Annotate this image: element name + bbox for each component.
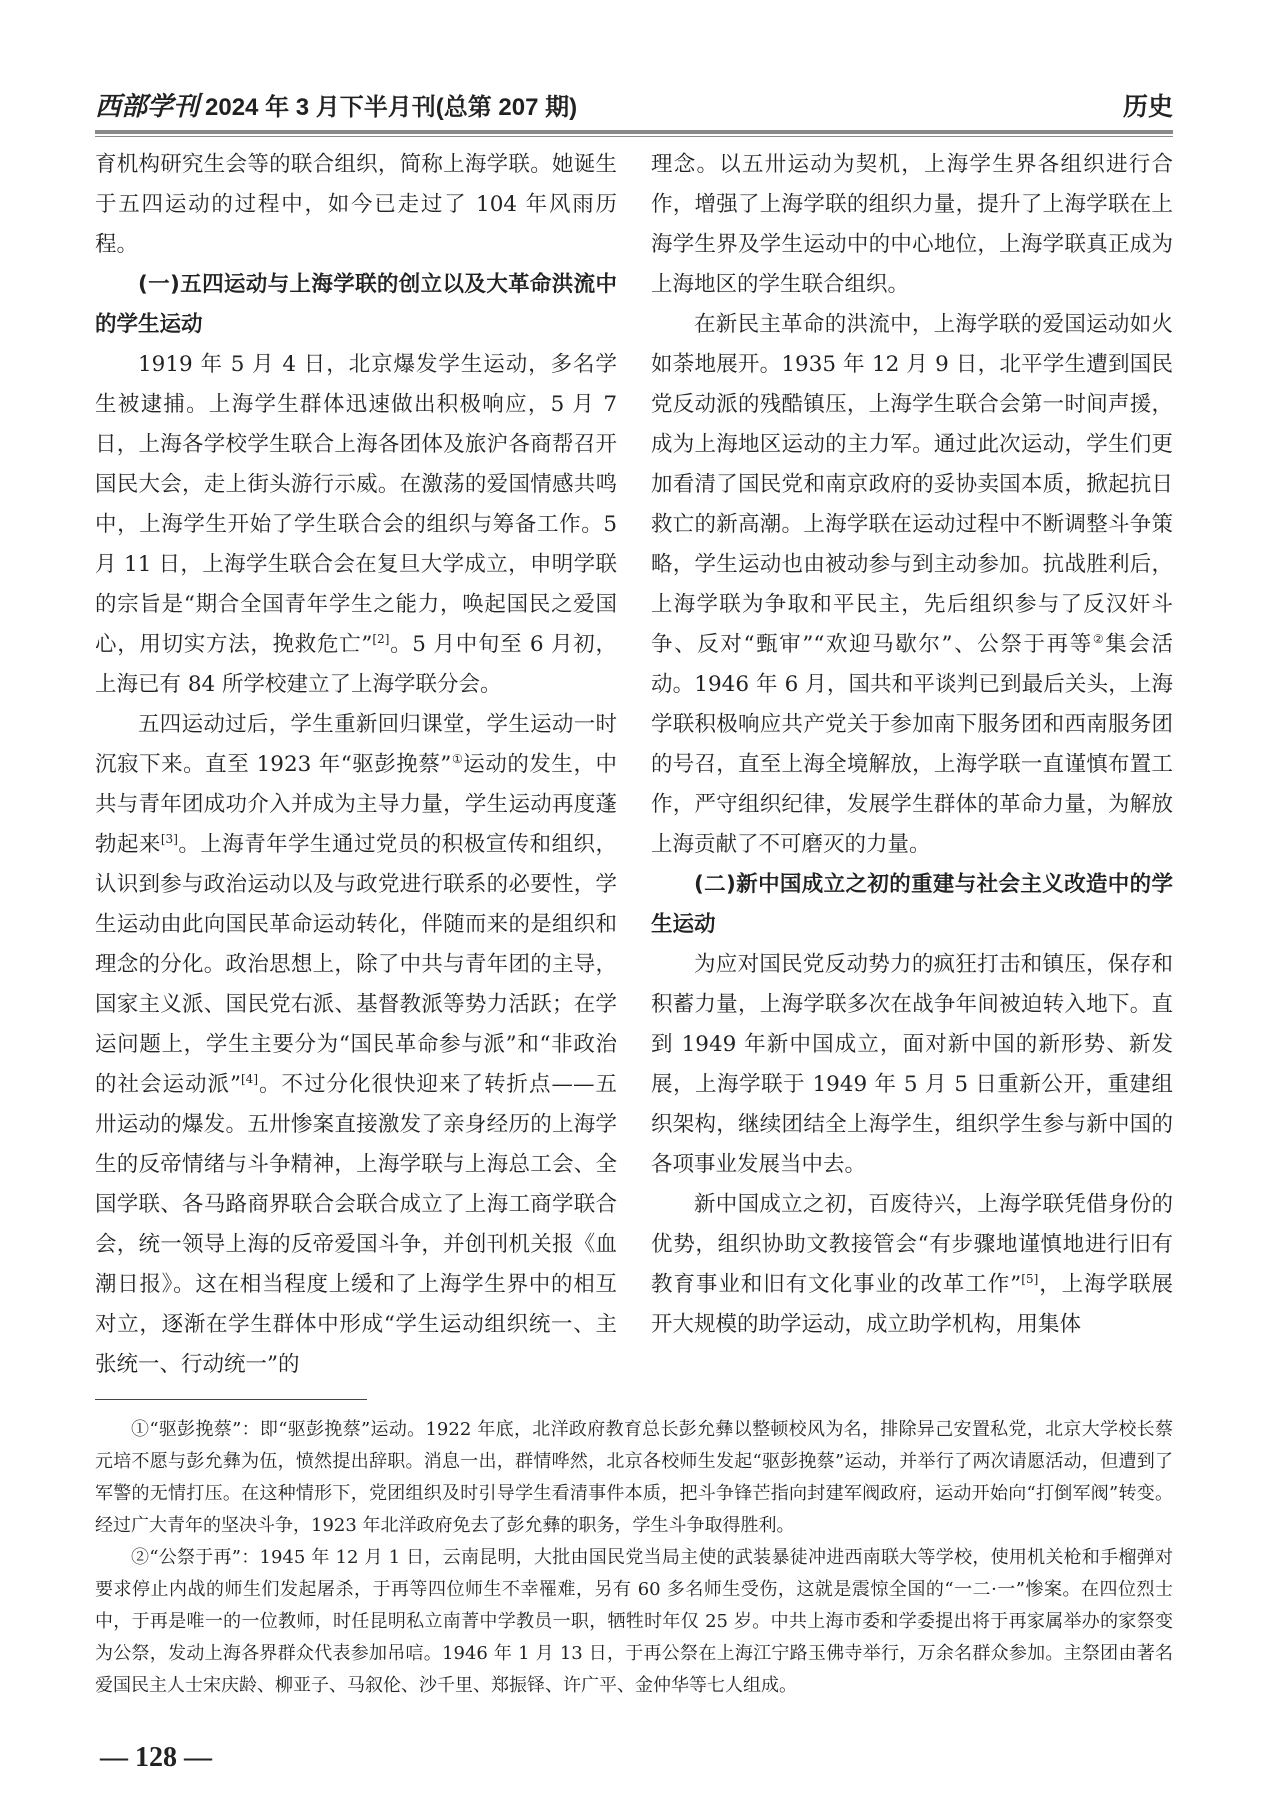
text-run: 运动的发生，中共与青年团成功介入并成为主导力量，学生运动再度蓬勃起来 bbox=[95, 752, 617, 857]
text-run: 理念。以五卅运动为契机，上海学生界各组织进行合作，增强了上海学联的组织力量，提升了上海学联在上海学生界及学生运动中的中心地位，上海学联真正成为上海地区的学生联合组织。 bbox=[651, 152, 1173, 297]
citation-marker: [5] bbox=[1021, 1272, 1039, 1286]
section-heading bbox=[95, 265, 617, 345]
text-run: 。5 月中旬至 6 月初，上海已有 84 所学校建立了上海学联分会。 bbox=[95, 632, 617, 697]
journal-logo: 西部学刊 bbox=[95, 92, 200, 122]
header-rule-thick bbox=[95, 130, 1173, 134]
citation-marker: [3] bbox=[160, 832, 178, 846]
text-run: 集会活动。1946 年 6 月，国共和平谈判已到最后关头，上海学联积极响应共产党关于参加南下服务团和西南服务团的号召，直至上海全境解放，上海学联一直谨慎布置工作，严守组织纪律，发展学生群体的革命力量，为解放上海贡献了不可磨灭的力量。 bbox=[651, 632, 1173, 857]
paragraph bbox=[95, 345, 617, 705]
text-run: 。上海青年学生通过党员的积极宣传和组织，认识到参与政治运动以及与政党进行联系的必要性，学生运动由此向国民革命运动转化，伴随而来的是组织和理念的分化。政治思想上，除了中共与青年团的主导，国家主义派、国民党右派、基督教派等势力活跃；在学运问题上，学生主要分为“国民革命参与派”和“非政治的社会运动派” bbox=[95, 832, 617, 1097]
body-columns bbox=[95, 145, 1173, 1385]
citation-marker: [4] bbox=[241, 1072, 258, 1086]
text-run: (一)五四运动与上海学联的创立以及大革命洪流中的学生运动 bbox=[95, 272, 617, 337]
footnote-1: ①“驱彭挽蔡”：即“驱彭挽蔡”运动。1922 年底，北洋政府教育总长彭允彝以整顿校风为名，排除异己安置私党，北京大学校长蔡元培不愿与彭允彝为伍，愤然提出辞职。消息一出，群情哗然，北京各校师生发起“驱彭挽蔡”运动，并举行了两次请愿活动，但遭到了军警的无情打压。在这种情形下，党团组织及时引导学生看清事件本质，把斗争锋芒指向封建军阀政府，运动开始向“打倒军阀”转变。经过广大青年的坚决斗争，1923 年北洋政府免去了彭允彝的职务，学生斗争取得胜利。 bbox=[95, 1419, 1173, 1536]
text-run: (二)新中国成立之初的重建与社会主义改造中的学生运动 bbox=[651, 872, 1173, 937]
running-header bbox=[95, 86, 1173, 126]
paragraph bbox=[651, 945, 1173, 1185]
left-column bbox=[95, 145, 617, 1385]
text-run: 五四运动过后，学生重新回归课堂，学生运动一时沉寂下来。直至 1923 年“驱彭挽蔡” bbox=[95, 712, 617, 777]
text-run: 。不过分化很快迎来了转折点——五卅运动的爆发。五卅惨案直接激发了亲身经历的上海学生的反帝情绪与斗争精神，上海学联与上海总工会、全国学联、各马路商界联合会联合成立了上海工商学联合会，统一领导上海的反帝爱国斗争，并创刊机关报《血潮日报》。这在相当程度上缓和了上海学生界中的相互对立，逐渐在学生群体中形成“学生运动组织统一、主张统一、行动统一”的 bbox=[95, 1072, 617, 1377]
page-number: — 128 — bbox=[100, 1742, 212, 1773]
right-column bbox=[651, 145, 1173, 1385]
text-run: 在新民主革命的洪流中，上海学联的爱国运动如火如荼地展开。1935 年 12 月 9 日，北平学生遭到国民党反动派的残酷镇压，上海学生联合会第一时间声援，成为上海地区运动的主力军。通过此次运动，学生们更加看清了国民党和南京政府的妥协卖国本质，掀起抗日救亡的新高潮。上海学联在运动过程中不断调整斗争策略，学生运动也由被动参与到主动参加。抗战胜利后，上海学联为争取和平民主，先后组织参与了反汉奸斗争、反对“甄审”“欢迎马歇尔”、公祭于再等 bbox=[651, 312, 1173, 657]
issue-info: 2024 年 3 月下半月刊(总第 207 期) bbox=[205, 94, 578, 121]
footnote-2: ②“公祭于再”：1945 年 12 月 1 日，云南昆明，大批由国民党当局主使的武装暴徒冲进西南联大等学校，使用机关枪和手榴弹对要求停止内战的师生们发起屠杀，于再等四位师生不幸罹难，另有 60 多名师生受伤，这就是震惊全国的“一二·一”惨案。在四位烈士中，于再是唯一的一位教师，时任昆明私立南菁中学教员一职，牺牲时年仅 25 岁。中共上海市委和学委提出将于再家属举办的家祭变为公祭，发动上海各界群众代表参加吊唁。1946 年 1 月 13 日，于再公祭在上海江宁路玉佛寺举行，万余名群众参加。主祭团由著名爱国民主人士宋庆龄、柳亚子、马叙伦、沙千里、郑振铎、许广平、金仲华等七人组成。 bbox=[95, 1547, 1173, 1696]
header-rule-thin bbox=[95, 136, 1173, 137]
text-run: 育机构研究生会等的联合组织，简称上海学联。她诞生于五四运动的过程中，如今已走过了 104 年风雨历程。 bbox=[95, 152, 617, 257]
section-label: 历史 bbox=[1122, 93, 1173, 121]
paragraph bbox=[95, 145, 617, 265]
text-run: 为应对国民党反动势力的疯狂打击和镇压，保存和积蓄力量，上海学联多次在战争年间被迫转入地下。直到 1949 年新中国成立，面对新中国的新形势、新发展，上海学联于 1949 年 5 月 5 日重新公开，重建组织架构，继续团结全上海学生，组织学生参与新中国的各项事业发展当中去。 bbox=[651, 952, 1173, 1177]
section-heading bbox=[651, 865, 1173, 945]
paragraph bbox=[651, 145, 1173, 305]
footnotes bbox=[95, 1414, 1173, 1702]
text-run: ，上海学联展开大规模的助学运动，成立助学机构，用集体 bbox=[651, 1272, 1173, 1337]
header-left bbox=[95, 86, 577, 123]
citation-marker: ① bbox=[451, 752, 464, 766]
citation-marker: [2] bbox=[372, 632, 390, 646]
citation-marker: ② bbox=[1092, 632, 1106, 646]
text-run: 1919 年 5 月 4 日，北京爆发学生运动，多名学生被逮捕。上海学生群体迅速做出积极响应，5 月 7 日，上海各学校学生联合上海各团体及旅沪各商帮召开国民大会，走上街头游行示威。在激荡的爱国情感共鸣中，上海学生开始了学生联合会的组织与筹备工作。5 月 11 日，上海学生联合会在复旦大学成立，申明学联的宗旨是“期合全国青年学生之能力，唤起国民之爱国心，用切实方法，挽救危亡” bbox=[95, 352, 617, 657]
paragraph bbox=[651, 305, 1173, 865]
text-run: 新中国成立之初，百废待兴，上海学联凭借身份的优势，组织协助文教接管会“有步骤地谨慎地进行旧有教育事业和旧有文化事业的改革工作” bbox=[651, 1192, 1173, 1297]
paragraph bbox=[651, 1185, 1173, 1345]
footnote-divider bbox=[95, 1399, 367, 1400]
paragraph bbox=[95, 705, 617, 1385]
